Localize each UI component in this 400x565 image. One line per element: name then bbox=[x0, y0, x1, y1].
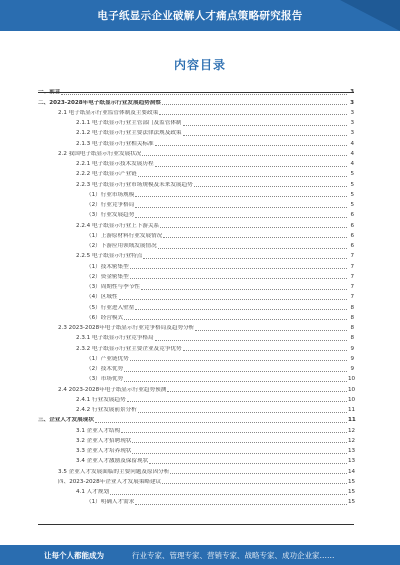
toc-entry[interactable] bbox=[38, 209, 354, 219]
toc-leader-dots bbox=[183, 125, 347, 126]
toc-entry[interactable] bbox=[38, 250, 354, 260]
toc-leader-dots bbox=[155, 145, 347, 146]
toc-entry-page: 15 bbox=[348, 478, 356, 485]
toc-entry-page: 5 bbox=[350, 202, 354, 208]
toc-bottom-rule bbox=[38, 524, 354, 525]
toc-leader-dots bbox=[195, 330, 347, 331]
toc-leader-dots bbox=[135, 196, 347, 197]
toc-leader-dots bbox=[138, 412, 347, 413]
toc-entry-page: 5 bbox=[350, 191, 354, 198]
toc-leader-dots bbox=[141, 289, 347, 290]
toc-entry-title: 3.1 企业人才结构 bbox=[76, 427, 121, 434]
footer-roles: 行业专家、管理专家、营销专家、战略专家、成功企业家…… bbox=[132, 550, 335, 560]
toc-entry[interactable] bbox=[38, 353, 354, 363]
toc-leader-dots bbox=[135, 217, 347, 218]
toc-entry-title: 三、企业人才发展现状 bbox=[38, 417, 94, 424]
toc-entry-page: 7 bbox=[350, 273, 354, 280]
toc-entry-page: 4 bbox=[350, 161, 354, 167]
toc-leader-dots bbox=[162, 483, 347, 484]
toc-entry[interactable] bbox=[38, 271, 354, 281]
toc-entry[interactable] bbox=[38, 373, 354, 383]
toc-entry-title: 四、2023-2028年企业人才发展策略建议 bbox=[58, 478, 162, 485]
toc-entry[interactable] bbox=[38, 189, 354, 199]
toc-entry-page: 3 bbox=[350, 120, 354, 126]
toc-entry[interactable] bbox=[38, 260, 354, 270]
toc-entry-page: 6 bbox=[350, 243, 354, 249]
toc-leader-dots bbox=[121, 432, 347, 433]
toc-entry-page: 13 bbox=[348, 458, 356, 465]
toc-entry[interactable] bbox=[38, 404, 354, 414]
toc-entry-title: （3）市场优势 bbox=[86, 376, 124, 383]
toc-entry-page: 8 bbox=[350, 314, 354, 321]
toc-leader-dots bbox=[135, 504, 347, 505]
toc-entry[interactable] bbox=[38, 178, 354, 188]
toc-entry-page: 14 bbox=[348, 468, 356, 475]
toc-entry[interactable] bbox=[38, 158, 354, 168]
toc-entry[interactable] bbox=[38, 117, 354, 127]
toc-entry-title: （2）行业竞争格局 bbox=[86, 202, 135, 208]
toc-entry-page: 6 bbox=[350, 212, 354, 219]
toc-entry-page: 6 bbox=[350, 222, 354, 229]
toc-leader-dots bbox=[159, 114, 347, 115]
toc-leader-dots bbox=[170, 473, 347, 474]
toc-entry-title: 3.5 企业人才发展面临的主要问题及原因分析 bbox=[58, 468, 170, 475]
toc-entry-title: 2.2.4 电子纸显示行业上下游关系 bbox=[76, 222, 160, 229]
toc-entry[interactable] bbox=[38, 148, 354, 158]
toc-entry[interactable] bbox=[38, 394, 354, 404]
toc-entry-title: 3.2 企业人才招聘现状 bbox=[76, 437, 132, 444]
toc-entry[interactable] bbox=[38, 168, 354, 178]
toc-leader-dots bbox=[95, 422, 347, 423]
toc-leader-dots bbox=[61, 94, 347, 95]
toc-entry-page: 3 bbox=[350, 109, 354, 116]
toc-entry[interactable] bbox=[38, 230, 354, 240]
toc-entry[interactable] bbox=[38, 476, 354, 486]
toc-entry-title: 2.2.3 电子纸显示行业市场规模及未来发展趋势 bbox=[76, 181, 193, 188]
toc-entry-page: 3 bbox=[350, 89, 354, 96]
toc-leader-dots bbox=[130, 360, 347, 361]
toc-entry-page: 9 bbox=[350, 366, 354, 372]
toc-entry-title: 2.1.2 电子纸显示行业主要法律法规及政策 bbox=[76, 130, 182, 137]
toc-leader-dots bbox=[132, 442, 347, 443]
toc-entry[interactable] bbox=[38, 107, 354, 117]
toc-leader-dots bbox=[130, 268, 347, 269]
toc-entry[interactable] bbox=[38, 486, 354, 496]
toc-leader-dots bbox=[138, 176, 347, 177]
toc-leader-dots bbox=[194, 186, 347, 187]
toc-entry-title: 3.3 企业人才培养现状 bbox=[76, 448, 132, 454]
toc-entry-title: 2.2.2 电子纸显示产业链 bbox=[76, 171, 137, 178]
toc-entry[interactable] bbox=[38, 455, 354, 465]
toc-leader-dots bbox=[124, 371, 347, 372]
toc-entry[interactable] bbox=[38, 301, 354, 311]
toc-entry[interactable] bbox=[38, 414, 354, 424]
toc-entry-page: 6 bbox=[350, 232, 354, 239]
toc-entry-page: 10 bbox=[348, 396, 356, 403]
toc-entry-page: 4 bbox=[350, 150, 354, 157]
toc-leader-dots bbox=[110, 494, 347, 495]
toc-entry-page: 11 bbox=[348, 417, 356, 424]
toc-entry-page: 3 bbox=[350, 99, 354, 106]
toc-leader-dots bbox=[162, 104, 347, 105]
toc-entry-title: 3.4 企业人才激励及保留现状 bbox=[76, 458, 149, 465]
toc-entry-title: 2.1 电子纸显示行业监管体制及主要政策 bbox=[58, 109, 159, 116]
toc-entry-title: （5）行业进入壁垒 bbox=[86, 304, 135, 311]
toc-heading: 内容目录 bbox=[173, 58, 226, 72]
toc-entry-title: （1）上游原材料行业发展情况 bbox=[86, 232, 163, 239]
toc-entry-page: 8 bbox=[350, 335, 354, 342]
toc-entry[interactable] bbox=[38, 291, 354, 301]
toc-leader-dots bbox=[158, 248, 347, 249]
toc-entry-page: 12 bbox=[348, 427, 356, 434]
toc-entry-title: （4）区域性 bbox=[86, 294, 118, 301]
toc-entry-title: 2.3.2 电子纸显示行业主要企业及竞争优势 bbox=[76, 345, 182, 352]
toc-entry[interactable] bbox=[38, 363, 354, 373]
toc-entry-page: 7 bbox=[350, 253, 354, 260]
toc-entry-title: （3）行业发展趋势 bbox=[86, 212, 135, 219]
toc-entry[interactable] bbox=[38, 281, 354, 291]
toc-entry[interactable] bbox=[38, 240, 354, 250]
toc-leader-dots bbox=[135, 207, 347, 208]
toc-entry-page: 5 bbox=[350, 181, 354, 188]
toc-entry-title: （3）周期性与季节性 bbox=[86, 284, 140, 290]
toc-leader-dots bbox=[155, 166, 347, 167]
toc-leader-dots bbox=[119, 299, 347, 300]
toc-entry-title: 2.4 2023-2028年电子纸显示行业趋势预测 bbox=[58, 386, 167, 393]
toc-entry-page: 9 bbox=[350, 345, 354, 352]
toc-leader-dots bbox=[124, 381, 347, 382]
toc-entry-page: 8 bbox=[350, 325, 354, 331]
report-footer bbox=[0, 545, 400, 565]
toc-entry[interactable] bbox=[38, 342, 354, 352]
toc-entry[interactable] bbox=[38, 127, 354, 137]
toc-entry[interactable] bbox=[38, 424, 354, 434]
toc-leader-dots bbox=[160, 227, 347, 228]
toc-entry-title: 2.1.3 电子纸显示行业相关标准 bbox=[76, 140, 154, 147]
toc-entry[interactable] bbox=[38, 86, 354, 96]
toc-entry-page: 7 bbox=[350, 263, 354, 270]
toc-leader-dots bbox=[167, 391, 347, 392]
toc-leader-dots bbox=[127, 401, 347, 402]
toc-entry-title: （2）技术优势 bbox=[86, 366, 124, 372]
toc-leader-dots bbox=[132, 453, 347, 454]
toc-leader-dots bbox=[155, 340, 347, 341]
toc-entry-page: 11 bbox=[348, 407, 356, 413]
toc-entry-title: （6）经营模式 bbox=[86, 314, 124, 321]
toc-leader-dots bbox=[135, 309, 347, 310]
toc-entry-title: 4.1 人才规划 bbox=[76, 489, 110, 495]
table-of-contents bbox=[38, 86, 354, 506]
toc-entry-page: 7 bbox=[350, 284, 354, 290]
toc-entry[interactable] bbox=[38, 435, 354, 445]
toc-entry-title: （2）资金密集型 bbox=[86, 273, 129, 280]
toc-entry[interactable] bbox=[38, 383, 354, 393]
toc-entry-title: 2.4.1 行业发展趋势 bbox=[76, 396, 126, 403]
toc-entry[interactable] bbox=[38, 96, 354, 106]
toc-entry-page: 8 bbox=[350, 304, 354, 311]
toc-entry-title: 2.2.5 电子纸显示行业特点 bbox=[76, 253, 143, 260]
toc-entry-page: 5 bbox=[350, 171, 354, 178]
toc-entry[interactable] bbox=[38, 219, 354, 229]
toc-entry-title: 2.4.2 行业发展前景分析 bbox=[76, 407, 137, 413]
toc-entry[interactable] bbox=[38, 322, 354, 332]
toc-entry-page: 3 bbox=[350, 130, 354, 137]
toc-entry-title: （2）下游应用领域发展情况 bbox=[86, 243, 157, 249]
toc-entry-page: 13 bbox=[348, 448, 356, 454]
toc-entry-page: 15 bbox=[348, 489, 356, 495]
toc-entry[interactable] bbox=[38, 199, 354, 209]
toc-entry[interactable] bbox=[38, 332, 354, 342]
toc-entry[interactable] bbox=[38, 312, 354, 322]
toc-entry-page: 9 bbox=[350, 355, 354, 362]
toc-entry-title: 2.1.1 电子纸显示行业主管部门及监管体制 bbox=[76, 120, 182, 126]
toc-entry-title: （1）技术密集型 bbox=[86, 263, 129, 270]
toc-entry[interactable] bbox=[38, 445, 354, 455]
toc-entry-page: 4 bbox=[350, 140, 354, 147]
toc-entry-title: （1）明确人才需求 bbox=[86, 499, 135, 506]
toc-entry-title: 2.3.1 电子纸显示行业竞争格局 bbox=[76, 335, 154, 342]
toc-leader-dots bbox=[143, 258, 347, 259]
toc-entry-page: 7 bbox=[350, 294, 354, 301]
toc-leader-dots bbox=[163, 237, 347, 238]
toc-entry-title: （1）行业市场规模 bbox=[86, 191, 135, 198]
toc-entry-title: 2.2 我国电子纸显示行业发展状况 bbox=[58, 150, 142, 157]
toc-leader-dots bbox=[130, 278, 347, 279]
toc-entry-page: 12 bbox=[348, 437, 356, 444]
toc-leader-dots bbox=[124, 319, 347, 320]
toc-leader-dots bbox=[149, 463, 347, 464]
toc-entry-title: 2.2.1 电子纸显示技术发展历程 bbox=[76, 161, 154, 167]
toc-entry-page: 15 bbox=[348, 499, 356, 506]
toc-leader-dots bbox=[183, 350, 347, 351]
toc-entry[interactable] bbox=[38, 496, 354, 506]
toc-entry-title: （1）产业链优势 bbox=[86, 355, 129, 362]
toc-entry-page: 10 bbox=[348, 376, 356, 383]
toc-entry[interactable] bbox=[38, 465, 354, 475]
report-title: 电子纸显示企业破解人才痛点策略研究报告 bbox=[97, 10, 303, 22]
toc-entry-title: 一、前言 bbox=[38, 89, 61, 96]
toc-leader-dots bbox=[183, 135, 347, 136]
toc-entry[interactable] bbox=[38, 137, 354, 147]
toc-entry-title: 二、2023-2028年电子纸显示行业发展趋势洞察 bbox=[38, 99, 161, 106]
toc-leader-dots bbox=[142, 155, 347, 156]
report-header bbox=[0, 0, 400, 31]
toc-entry-title: 2.3 2023-2028年电子纸显示行业竞争格局及趋势分析 bbox=[58, 325, 195, 331]
toc-entry-page: 10 bbox=[348, 386, 356, 393]
footer-slogan: 让每个人都能成为 bbox=[44, 550, 104, 560]
